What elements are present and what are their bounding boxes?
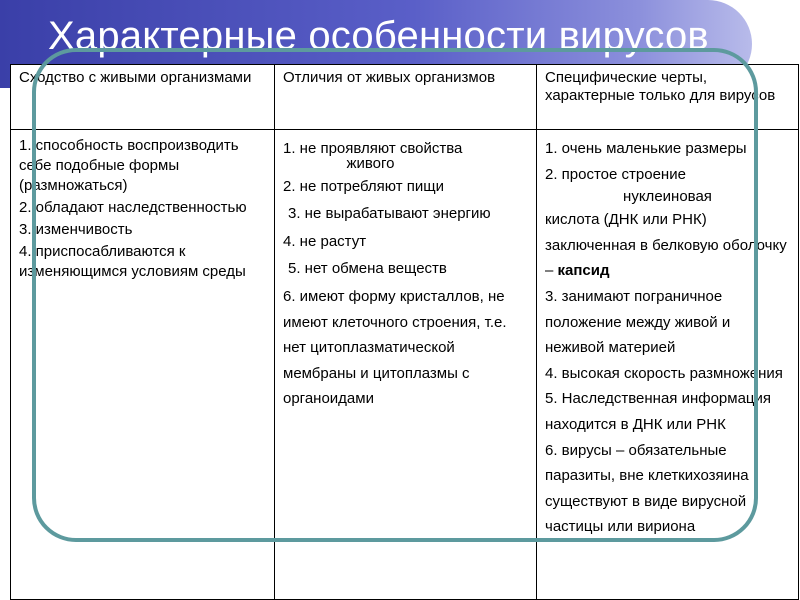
list-item: 2. не потребляют пищи [283, 177, 444, 195]
list-item-text: нуклеиновая [623, 188, 712, 206]
list-item [283, 136, 528, 172]
list-item: 4. приспосабливаются к изменяющимся условиям среды [19, 243, 246, 280]
list-item: 6. вирусы – обязательные паразиты, вне клеткихозяина существуют в виде вирусной частицы или вириона [545, 441, 749, 536]
header-specific: Специфические черты, характерные только для вирусов [537, 65, 799, 130]
virus-features-table [10, 64, 799, 600]
list-item: 6. имеют форму кристаллов, не имеют клеточного строения, т.е. нет цитоплазматической мембраны и цитоплазмы с органоидами [283, 287, 507, 408]
list-item-text: 1. не проявляют свойства [283, 140, 463, 157]
list-item [545, 162, 790, 284]
list-item: 5. нет обмена веществ [288, 260, 447, 278]
header-similarity: Сходство с живыми организмами [11, 65, 275, 130]
list-item-text: живого [346, 154, 395, 172]
table-header-row [11, 65, 799, 130]
list-item: 3. занимают пограничное положение между живой и неживой материей [545, 287, 731, 357]
capsid-term: капсид [557, 262, 610, 280]
list-item: 2. обладают наследственностью [19, 199, 247, 216]
cell-similarity [11, 130, 275, 600]
cell-differences [275, 130, 537, 600]
list-item: 4. высокая скорость размножения [545, 364, 783, 382]
list-item-text: кислота (ДНК или РНК) заключенная в белковую оболочку – [545, 211, 787, 280]
table-row [11, 130, 799, 600]
header-differences: Отличия от живых организмов [275, 65, 537, 130]
list-item: 3. изменчивость [19, 221, 133, 238]
list-item: 4. не растут [283, 232, 367, 250]
list-item: 1. способность воспроизводить себе подобные формы (размножаться) [19, 137, 239, 194]
slide-title: Характерные особенности вирусов [48, 14, 709, 58]
list-item: 3. не вырабатывают энергию [288, 205, 491, 223]
list-item: 5. Наследственная информация находится в ДНК или РНК [545, 390, 772, 433]
list-item: 1. очень маленькие размеры [545, 140, 747, 157]
cell-specific [537, 130, 799, 600]
list-item-text: 2. простое строение [545, 165, 686, 183]
